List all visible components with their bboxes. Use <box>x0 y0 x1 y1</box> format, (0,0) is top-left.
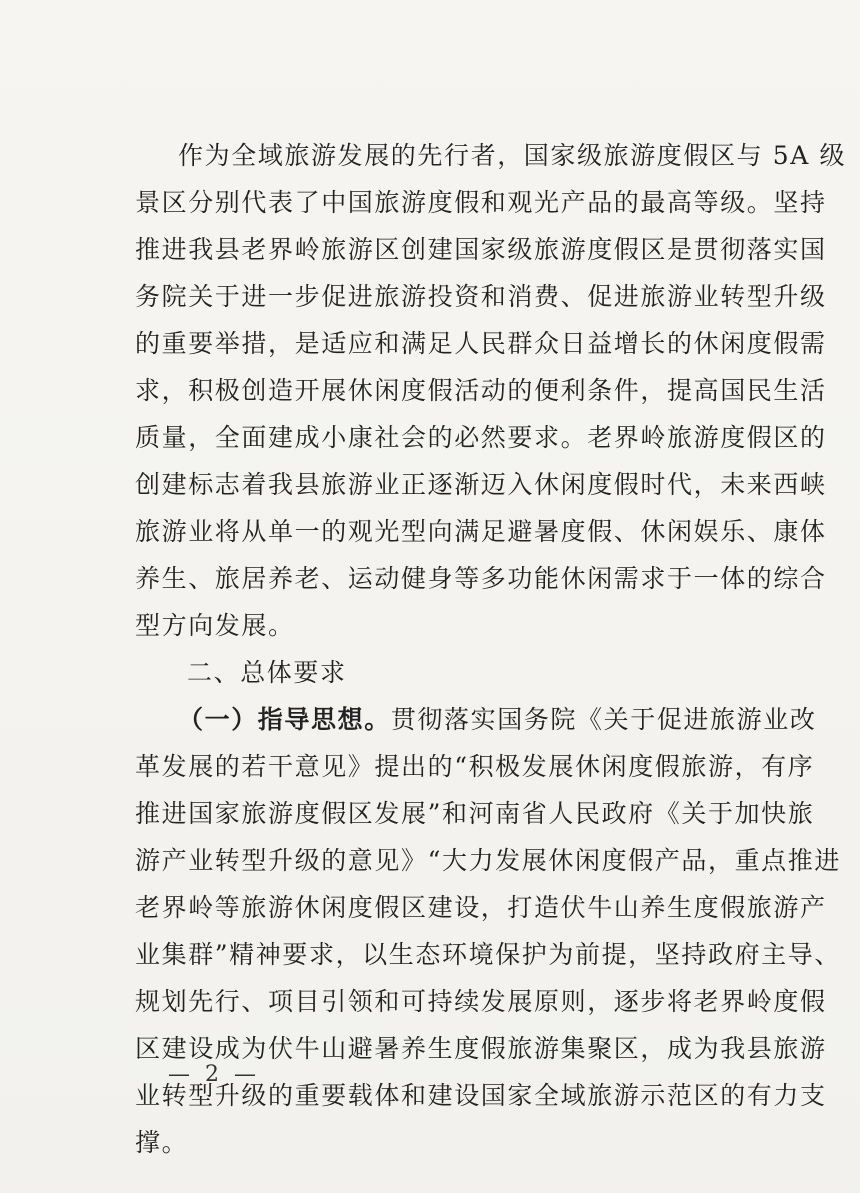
paragraph-line: 作为全域旅游发展的先行者，国家级旅游度假区与 5A 级 <box>178 141 847 170</box>
paragraph-line: 务院关于进一步促进旅游投资和消费、促进旅游业转型升级 <box>135 282 827 311</box>
paragraph-line: 求，积极创造开展休闲度假活动的便利条件，提高国民生活 <box>135 376 827 405</box>
page-number: — 2 — <box>168 1062 260 1087</box>
section-heading: 二、总体要求 <box>187 658 347 687</box>
subheading: （一）指导思想。 <box>178 705 391 734</box>
paragraph-line: 景区分别代表了中国旅游度假和观光产品的最高等级。坚持 <box>135 188 827 217</box>
document-body <box>135 132 847 1166</box>
paragraph-line: 规划先行、项目引领和可持续发展原则，逐步将老界岭度假 <box>135 987 827 1016</box>
paragraph-line: 革发展的若干意见》提出的“积极发展休闲度假旅游，有序 <box>135 752 815 781</box>
paragraph-line: 的重要举措，是适应和满足人民群众日益增长的休闲度假需 <box>135 329 827 358</box>
paragraph-line: 推进国家旅游度假区发展”和河南省人民政府《关于加快旅 <box>135 799 815 828</box>
paragraph-line: 业集群”精神要求，以生态环境保护为前提，坚持政府主导、 <box>135 940 841 969</box>
paragraph-line: 贯彻落实国务院《关于促进旅游业改 <box>390 705 817 734</box>
paragraph-line: 型方向发展。 <box>135 611 295 640</box>
paragraph-line: 业转型升级的重要载体和建设国家全域旅游示范区的有力支 <box>135 1081 827 1110</box>
paragraph-line: 创建标志着我县旅游业正逐渐迈入休闲度假时代，未来西峡 <box>135 470 827 499</box>
paragraph-line: 质量，全面建成小康社会的必然要求。老界岭旅游度假区的 <box>135 423 827 452</box>
paragraph-line: 区建设成为伏牛山避暑养生度假旅游集聚区，成为我县旅游 <box>135 1034 827 1063</box>
paragraph-line: 推进我县老界岭旅游区创建国家级旅游度假区是贯彻落实国 <box>135 235 827 264</box>
paragraph-line: 老界岭等旅游休闲度假区建设，打造伏牛山养生度假旅游产 <box>135 893 827 922</box>
subheading-line <box>135 696 817 743</box>
paragraph-line: 旅游业将从单一的观光型向满足避暑度假、休闲娱乐、康体 <box>135 517 827 546</box>
paragraph-line: 养生、旅居养老、运动健身等多功能休闲需求于一体的综合 <box>135 564 827 593</box>
paragraph-line: 撑。 <box>135 1128 189 1157</box>
paragraph-line: 游产业转型升级的意见》“大力发展休闲度假产品，重点推进 <box>135 846 841 875</box>
